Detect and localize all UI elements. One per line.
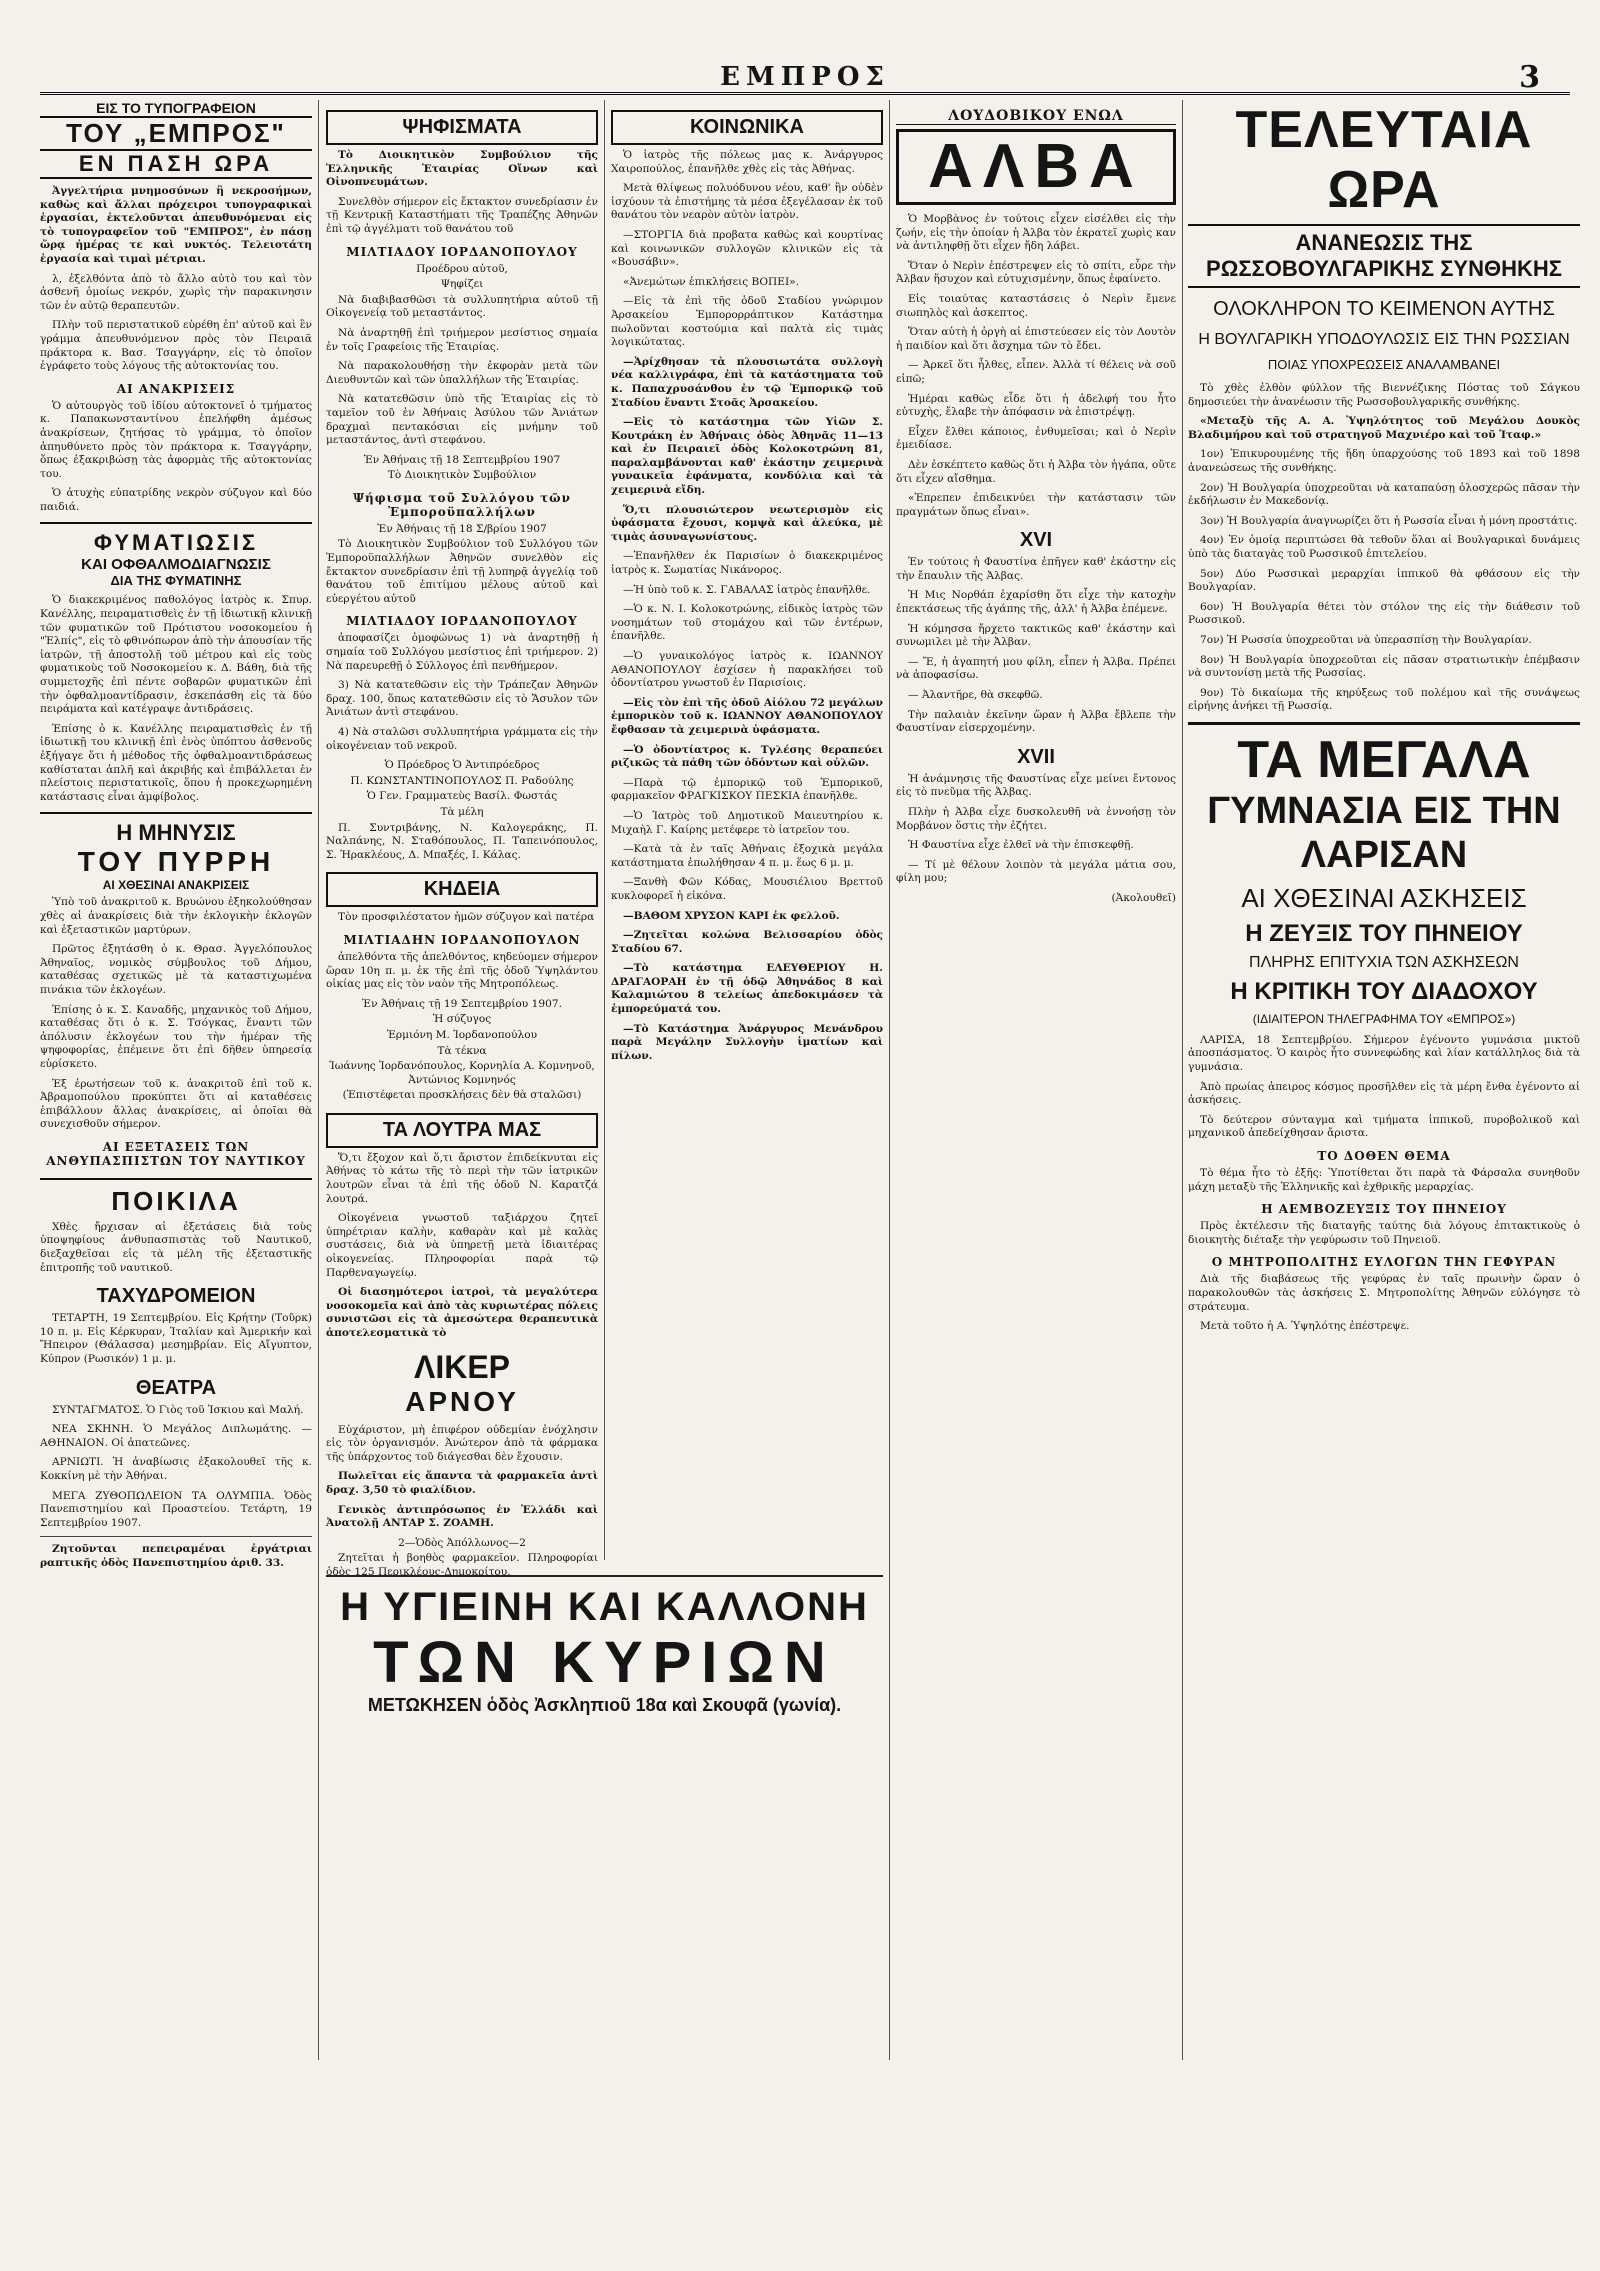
headline-line: ΑΙ ΧΘΕΣΙΝΑΙ ΑΝΑΚΡΙΣΕΙΣ	[102, 878, 250, 893]
resolutions-heading: ΨΗΦΙΣΜΑΤΑ	[326, 110, 598, 145]
news-item: —Ζητεῖται κολώνα Βελισσαρίου ὁδὸς Σταδίου 67.	[611, 929, 883, 955]
address: 2—Ὁδὸς Ἀπόλλωνος—2	[398, 1536, 526, 1549]
deceased-name: ΜΙΛΤΙΑΔΗΝ ΙΟΡΔΑΝΟΠΟΥΛΟΝ	[343, 932, 581, 947]
print-shop-ad-header	[40, 100, 312, 179]
article-paragraph: Ἀπὸ πρωίας ἀπειρος κόσμος προσῆλθεν εἰς τὰ μέρη ἔνθα ἐγένοντο αἱ ἀσκήσεις.	[1188, 1080, 1580, 1107]
news-item: —Ὁ ὀδοντίατρος κ. Τγλέσης θεραπεύει ριζικῶς τὰ πάθη τῶν ὀδόντων καὶ οὐλῶν.	[611, 743, 883, 770]
article-paragraph: Νὰ διαβιβασθῶσι τὰ συλλυπητήρια αὐτοῦ τῇ Οἰκογενείᾳ τοῦ μεταστάντος.	[326, 293, 598, 320]
pyrrhus-headline	[40, 812, 312, 892]
headline-line: ΠΛΗΡΗΣ ΕΠΙΤΥΧΙΑ ΤΩΝ ΑΣΚΗΣΕΩΝ	[1249, 953, 1519, 971]
news-item: —Ὁ γυναικολόγος ἰατρὸς κ. ΙΩΑΝΝΟΥ ΑΘΑΝΟΠΟΥΛΟΥ ἐσχίσεν ἡ παρακλήσει τοῦ ὀδοντίατρου γνωστοῦ ἐν Παρισίοις.	[611, 650, 883, 690]
theatre-listing: ΑΡΝΙΩΤΙ. Ἡ ἀναβίωσις ἐξακολουθεῖ τῆς κ. Κοκκίνη μὲ τὴν Ἀθήναι.	[40, 1456, 312, 1482]
news-item: —Ἡ ὑπὸ τοῦ κ. Σ. ΓΑΒΑΛΑΣ ἰατρὸς ἐπανῆλθε.	[623, 583, 871, 596]
news-item: —Εἰς τὸ κατάστημα τῶν Υἱῶν Σ. Κουτράκη ἐν Ἀθήναις ὁδὸς Ἀθηνᾶς 11—13 καὶ ἐν Πειραιεῖ ὁδὸς Κολοκοτρώνη 81, παραλαμβάνονται καθ' ἑκάστην χειμερινὰ γυναικεῖα ἐφάνματα, κονδύλια καὶ τὰ χειμερινὰ εἴδη.	[611, 416, 883, 497]
headline-line: ΑΙ ΧΘΕΣΙΝΑΙ ΑΣΚΗΣΕΙΣ	[1241, 882, 1527, 913]
column-rule	[318, 100, 319, 2060]
serial-paragraph: — Τί μὲ θέλουν λοιπὸν τὰ μεγάλα μάτια σου, φίλη μου;	[896, 858, 1176, 885]
headline-line: Η ΖΕΥΞΙΣ ΤΟΥ ΠΗΝΕΙΟΥ	[1245, 919, 1523, 947]
text-line: Προέδρου αὐτοῦ,	[416, 262, 508, 275]
print-shop-ad: Ἀγγελτήρια μνημοσύνων ἢ νεκροσήμων, καθὼς καὶ ἄλλαι πρόχειροι τυπογραφικαὶ ἐργασίαι, ἐκτελοῦνται ἀπευθυνόμεναι εἰς τὸ τυπογραφεῖον τοῦ "ΕΜΠΡΟΣ", ἐν πάσῃ ὥρᾳ ἡμέρας τε καὶ νυκτός. Τελειοτάτη ἐργασία καὶ τιμαὶ μέτριαι.	[40, 185, 312, 265]
classified-ad: Ζητοῦνται πεπειραμέναι ἐργάτριαι ραπτικῆς ὁδὸς Πανεπιστημίου ἀριθ. 33.	[40, 1543, 312, 1569]
signature: Τὸ Διοικητικὸν Συμβούλιον	[387, 469, 537, 482]
signature: Τὰ τέκνα	[437, 1044, 487, 1057]
miscellany-heading: ΠΟΙΚΙΛΑ	[40, 1178, 312, 1217]
headline-line: ΦΥΜΑΤΙΩΣΙΣ	[93, 530, 259, 556]
article-paragraph: ΤΕΤΑΡΤΗ, 19 Σεπτεμβρίου. Εἰς Κρήτην (Τοῦρκ) 10 π. μ. Εἰς Κέρκυραν, Ἰταλίαν καὶ Ἀμερικήν καὶ Ἤπειρον (Θάλασσα) μεσημβρίαν. Εἰς Αἴγυπτον, Κύπρον (Ρωσικόν) 1 μ. μ.	[40, 1312, 312, 1366]
article-paragraph: «Μεταξὺ τῆς Α. Α. Ὑψηλότητος τοῦ Μεγάλου Δουκὸς Βλαδιμήρου καὶ τοῦ στρατηγοῦ Μαχνιέρο καὶ τοῦ Ἰταφ.»	[1188, 415, 1580, 441]
newspaper-title: ΕΜΠΡΟΣ	[720, 62, 890, 92]
serial-paragraph: Εἰς τοιαύτας καταστάσεις ὁ Νερὶν ἔμενε σιωπηλὸς καὶ ἀσκεπτος.	[896, 292, 1176, 319]
serial-paragraph: Τὴν παλαιὰν ἐκεῖνην ὥραν ἡ Ἀλβα ἔβλεπε τὴν Φαυστίναν εἰσερχομένην.	[896, 708, 1176, 735]
theatre-listing: ΜΕΓΑ ΖΥΘΟΠΩΛΕΙΟΝ ΤΑ ΟΛΥΜΠΙΑ. Ὁδὸς Πανεπιστημίου καὶ Προαστείου. Τετάρτη, 19 Σεπτεμβρίου 1907.	[40, 1489, 312, 1529]
news-item: —Κατὰ τὰ ἐν ταῖς Ἀθήναις ἐξοχικὰ μεγάλα κατάστηματα ἐπωλήθησαν 4 π. μ. ἕως 6 μ. μ.	[611, 843, 883, 869]
serial-paragraph: Ὅταν αὐτὴ ἡ ὀργὴ αἰ ἐπιστεύεσεν εἰς τὸν Λουτὸν ἡ παιδίον καὶ ὅτι ἄσχημα τῶν τὸ ἔδει.	[896, 326, 1176, 352]
headline-line: ΚΑΙ ΟΦΘΑΛΜΟΔΙΑΓΝΩΣΙΣ	[81, 556, 271, 574]
headline-line: (ΙΔΙΑΙΤΕΡΟΝ ΤΗΛΕΓΡΑΦΗΜΑ ΤΟΥ «ΕΜΠΡΟΣ»)	[1252, 1011, 1516, 1026]
deceased-name: ΜΙΛΤΙΑΔΟΥ ΙΟΡΔΑΝΟΠΟΥΛΟΥ	[346, 244, 578, 259]
article-paragraph: 3ον) Ἡ Βουλγαρία ἀναγνωρίζει ὅτι ἡ Ρωσσία εἶναι ἡ μόνη προστάτις.	[1200, 514, 1578, 527]
divider	[40, 1536, 312, 1537]
dateline: Ἐν Ἀθήναις τῇ 18 Σ/βρίου 1907	[377, 522, 547, 535]
signature: Ἰωάννης Ἰορδανόπουλος, Κορνηλία Α. Κομνηνοῦ, Ἀντώνιος Κομνηνός	[329, 1060, 595, 1086]
article-paragraph: Γενικὸς ἀντιπρόσωπος ἐν Ἑλλάδι καὶ Ἀνατολῇ ΑΝΤΑΡ Σ. ΖΟΑΜΗ.	[326, 1503, 598, 1530]
headline-line: ΓΥΜΝΑΣΙΑ ΕΙΣ ΤΗΝ ΛΑΡΙΣΑΝ	[1207, 789, 1561, 876]
news-item: —ΣΤΟΡΓΙΑ διὰ προβατα καθὼς καὶ κουρτίνας καὶ κοινωνικῶν συλλογῶν κλινικῶν εἰς τὰ «Βουσάβιν».	[611, 228, 883, 269]
serial-paragraph: — Ἔ, ἡ ἀγαπητή μου φίλη, εἶπεν ἡ Ἀλβα. Πρέπει νὰ ἀποφασίσω.	[896, 655, 1176, 682]
article-paragraph: Ἐπίσης ὁ κ. Κανέλλης πειραματισθεὶς ἐν τῇ ἰδιωτικῇ του κλινικῇ ἐπὶ ἑνὸς ὑπόπτου ἀσθενοῦς ἐξήγαγε ὅτι ἡ μέθοδος τῆς ὀφθαλμοαντιδράσεως καθίσταται ἀπλῆ καὶ ἀκριβής καὶ ἐπιβάλλεται ἐν πλείστοις περιστατικοῖς, ὅπου ἡ προκεχωρημένη κατάστασις εἶναι ἀμφίβολος.	[40, 722, 312, 803]
news-item: —Τὸ κατάστημα ΕΛΕΥΘΕΡΙΟΥ Η. ΔΡΑΓΑΟΡΑΗ ἐν τῇ ὁδῷ Ἀθηνάδος 8 καὶ Καλαμιώτου 8 τελείως ἀπεδοκιμάσεν τὰ ἐμπορεύματά του.	[611, 962, 883, 1016]
headline-line: ΠΟΙΑΣ ΥΠΟΧΡΕΩΣΕΙΣ ΑΝΑΛΑΜΒΑΝΕΙ	[1267, 357, 1501, 372]
article-paragraph: 7ον) Ἡ Ρωσσία ὑποχρεοῦται νὰ ὑπερασπίσῃ τὴν Βουλγαρίαν.	[1200, 633, 1532, 646]
theatre-listing: ΝΕΑ ΣΚΗΝΗ. Ὁ Μεγάλος Διπλωμάτης. — ΑΘΗΝΑΙΟΝ. Οἱ ἀπατεῶνες.	[40, 1423, 312, 1449]
news-item: —Ξανθὴ Φῶν Κόδας, Μουσιέλιου Βρεττοῦ κυκλοφορεῖ ἡ εἰκόνα.	[611, 876, 883, 902]
subheading: ΑΙ ΑΝΑΚΡΙΣΕΙΣ	[116, 381, 236, 396]
subheading: ΑΙ ΕΞΕΤΑΣΕΙΣ ΤΩΝ ΑΝΘΥΠΑΣΠΙΣΤΩΝ ΤΟΥ ΝΑΥΤΙΚΟΥ	[46, 1139, 306, 1168]
signature: Τὰ μέλη	[440, 805, 484, 818]
article-paragraph: Τὸ Διοικητικὸν Συμβούλιον τῆς Ἑλληνικῆς Ἑταιρίας Οἴνων καὶ Οἰνοπνευμάτων.	[326, 149, 598, 189]
serial-paragraph: Πλὴν ἡ Ἀλβα εἶχε δυσκολευθῆ νὰ ἐννοήσῃ τὸν Μορβάνον ὅστις τὴν ἐζήτει.	[896, 806, 1176, 832]
serial-paragraph: Ὁ Μορβὰνος ἐν τούτοις εἶχεν εἰσέλθει εἰς τὴν ζωήν, εἰς τὴν ὁποίαν ἡ Ἀλβα τὸν ἐκρατεῖ χωρὶς καν νὰ ἀντιληφθῇ ὅτι εἶχεν ἤδη λάβει.	[896, 213, 1176, 253]
column-3	[611, 100, 883, 1555]
serial-paragraph: — Ἀλαντῆρε, θὰ σκεφθῶ.	[908, 689, 1043, 702]
article-paragraph: Πωλεῖται εἰς ἅπαντα τὰ φαρμακεῖα ἀντὶ δραχ. 3,50 τὸ φιαλίδιον.	[326, 1470, 598, 1496]
article-paragraph: Ὁ διακεκριμένος παθολόγος ἰατρὸς κ. Σπυρ. Κανέλλης, πειραματισθεὶς ἐν τῇ ἰδιωτικῇ κλινικῇ τῶν φυματικῶν τοῦ Πρότιστου νοσοκομείου ἡ "Ἐλπίς", εἰς τὸ φθινόπωρον ἀπὸ τὴν ἀπουσίαν τῆς ἰατρῶν, τῇ ἀποστολῇ τοῦ μέτρου καὶ εἰς τοὺς φυματικοὺς τοῦ Νοσοκομείου κ. Δ. Βάθη, διὰ τῆς συμμετοχῆς ἐπὶ πέντε σοβαρῶν φυματικῶν ἐπὶ τὴν ὀφθαλμοαντίδρασιν, ἐσκεπάσθη εἰς τὰ δύο πειράματα καὶ κατέγραψε ἀντιδράσεις.	[40, 594, 312, 716]
article-paragraph: Τὸ θέμα ἦτο τὸ ἑξῆς: Ὑποτίθεται ὅτι παρὰ τὰ Φάρσαλα συνηθοῦν μάχη μεταξὺ τῆς Ἑλληνικῆς καὶ ἐχθρικῆς μεραρχίας.	[1188, 1167, 1580, 1193]
news-item: Ὅ,τι πλουσιώτερον νεωτερισμὸν εἰς ὑφάσματα ἔχουσι, κομψὰ καὶ ἀλεύκα, μὲ τιμὰς ἀσυναγωνίστους.	[611, 503, 883, 543]
news-item: —Τὸ Κατάστημα Ἀνάργυρος Μενάνδρου παρὰ Μεγάλην Συλλογὴν ἱματίων καὶ πίλων.	[611, 1022, 883, 1062]
article-paragraph: Πρῶτος ἐξητάσθη ὁ κ. Θρασ. Ἀγγελόπουλος Ἀθηναῖος, νομικὸς σύμβουλος τοῦ Δήμου, καταθέσας σχετικῶς μὲ τὰ καταστιχωμένα πινάκια τῶν ἐκλογέων.	[40, 943, 312, 996]
article-paragraph: λ, ἐξελθόντα ἀπὸ τὸ ἄλλο αὐτὸ του καὶ τὸν ἀσθενῆ ὁμοίως νεκρόν, χωρὶς τὴν παρακινησιν τῶν ἐν αὐτῷ θεραπευτῶν.	[40, 272, 312, 312]
news-item: Μετὰ θλίψεως πολυόδυνου νέου, καθ' ἣν οὐδὲν ἰσχύουν τὰ ἐπιστήμης τὰ μέσα ἐξεγέλασαν ἐκ τοῦ θανάτου τὸν νεαρὸν αὐτὸν ἰατρὸν.	[611, 182, 883, 222]
article-paragraph: Τὸ δεύτερον σύνταγμα καὶ τμήματα ἱππικοῦ, πυροβολικοῦ καὶ μηχανικοῦ ἀπεδείχθησαν ἄριστα.	[1188, 1113, 1580, 1140]
ad-head-line: ΕΝ ΠΑΣΗ ΩΡΑ	[40, 149, 312, 179]
serial-paragraph: Ἡ κόμησσα ἤρχετο τακτικῶς καθ' ἑκάστην καὶ συνωμιλει μὲ τὴν Ἀλβαν.	[896, 622, 1176, 649]
headline-line: ΟΛΟΚΛΗΡΟΝ ΤΟ ΚΕΙΜΕΝΟΝ ΑΥΤΗΣ	[1213, 298, 1555, 320]
article-paragraph: 8ον) Ἡ Βουλγαρία ὑποχρεοῦται εἰς πᾶσαν στρατιωτικὴν ἐπέμβασιν νὰ συντονίσῃ μετὰ τῆς Ρωσσίας.	[1188, 653, 1580, 680]
serial-paragraph: Εἶχεν ἔλθει κάποιος, ἐνθυμεῖσαι; καὶ ὁ Νερὶν ἐμειδίασε.	[896, 425, 1176, 452]
article-paragraph: 4) Νὰ σταλῶσι συλλυπητήρια γράμματα εἰς τὴν οἰκογένειαν τοῦ νεκροῦ.	[326, 726, 598, 752]
tuberculosis-headline	[40, 522, 312, 588]
article-paragraph: Συνελθὸν σήμερον εἰς ἔκτακτον συνεδρίασιν ἐν τῇ Κεντρικῇ Καταστήματι τῆς Τραπέζης Ἀθηνῶν ἐπὶ τῷ ἀγγέλματι τοῦ θανάτου τοῦ	[326, 195, 598, 235]
column-1	[40, 100, 312, 2060]
article-paragraph: ἀποφασίζει ὁμοφώνως 1) νὰ ἀναρτηθῇ ἡ σημαία τοῦ Συλλόγου μεσίστιος ἐπὶ τριήμερον. 2) Νὰ παρευρεθῇ ὁ Σύλλογος ἐπὶ πενθήμερον.	[326, 632, 598, 672]
article-paragraph: 9ον) Τὸ δικαίωμα τῆς κηρύξεως τοῦ πολέμου καὶ τῆς συνάψεως εἰρήνης ἀνήκει τῇ Ρωσσίᾳ.	[1188, 686, 1580, 713]
article-paragraph: 1ον) Ἐπικυρουμένης τῆς ἤδη ὑπαρχούσης τοῦ 1893 καὶ τοῦ 1898 ἀνανεώσεως τῆς συνθήκης.	[1188, 448, 1580, 474]
ad-line: Η ΥΓΙΕΙΝΗ ΚΑΙ ΚΑΛΛΟΝΗ	[340, 1585, 869, 1629]
page-number: 3	[1519, 60, 1540, 95]
news-item: Ὁ ἰατρὸς τῆς πόλεως μας κ. Ἀνάργυρος Χαιροπούλος, ἐπανῆλθε χθὲς εἰς τὰς Ἀθήνας.	[611, 149, 883, 175]
article-paragraph: Π. Συντριβάνης, Ν. Καλογεράκης, Π. Ναλπάνης, Ν. Σταθόπουλος, Π. Ταπεινόπουλος, Σ. Ἠρακλέους, Δ. Μπαξές, Ι. Κάλας.	[326, 821, 598, 861]
article-paragraph: 3) Νὰ κατατεθῶσιν εἰς τὴν Τράπεζαν Ἀθηνῶν δραχ. 100, ὅπως κατατεθῶσιν εἰς τὸ Ἄσυλον τῶν Ἀνιάτων ἀντὶ στεφάνου.	[326, 679, 598, 719]
subheading: ΤΟ ΔΟΘΕΝ ΘΕΜΑ	[1317, 1149, 1451, 1164]
chapter-number: XVII	[1017, 745, 1055, 768]
post-office-heading: ΤΑΧΥΔΡΟΜΕΙΟΝ	[96, 1285, 256, 1308]
signature: Ὁ Γεν. Γραμματεὺς Βασίλ. Φωστάς	[366, 790, 558, 803]
news-item: —Παρὰ τῷ ἐμπορικῷ τοῦ Ἐμπορικοῦ, φαρμακεῖον ΦΡΑΓΚΙΣΚΟΥ ΠΕΣΚΙΑ ἐπανῆλθε.	[611, 776, 883, 803]
baths-heading: ΤΑ ΛΟΥΤΡΑ ΜΑΣ	[326, 1113, 598, 1148]
article-paragraph: Τὸν προσφιλέστατον ἡμῶν σύζυγον καὶ πατέρα	[338, 911, 595, 924]
news-item: —Ὁ Ἰατρὸς τοῦ Δημοτικοῦ Μαιευτηρίου κ. Μιχαὴλ Γ. Καίρης μετέφερε τὸ ἰατρεῖον του.	[611, 809, 883, 836]
article-paragraph: Νὰ κατατεθῶσιν ὑπὸ τῆς Ἑταιρίας εἰς τὸ ταμεῖον τοῦ ἐν Ἀθήναις Ἀσύλου τῶν Ἀνιάτων δραχμαὶ πεντακόσιαι εἰς μνήμην τοῦ μεταστάντος, ἀντὶ στεφάνου.	[326, 393, 598, 447]
signature: Ἡ σύζυγος	[432, 1013, 492, 1026]
news-item: —Εἰς τὰ ἐπὶ τῆς ὁδοῦ Σταδίου γνώριμον Ἀρσακείου Ἐμπορορράπτικον Κατάστημα πωλοῦνται κοστούμια καὶ παλτὰ εἰς τιμὰς λογικώτατας.	[611, 295, 883, 349]
article-paragraph: Χθὲς ἤρχισαν αἱ ἐξετάσεις διὰ τοὺς ὑποψηφίους ἀνθυπασπιστὰς τοῦ Ναυτικοῦ, διεξαχθεῖσαι εἰς τὰ μέλη τῆς ἐξεταστικῆς ἐπιτροπῆς τοῦ ναυτικοῦ.	[40, 1220, 312, 1274]
news-item: —Ἀρίχθησαν τὰ πλουσιωτάτα συλλογὴ νέα καλλιγράφα, ἐπὶ τὰ κατάστηματα τοῦ κ. Παπαχρυσάνθου ἐν τῷ Ἐμπορικῷ τοῦ Σταδίου ἔναντι Στοᾶς Ἀρσακείου.	[611, 355, 883, 409]
liqueur-ad-text: Οἱ διασημότεροι ἰατροὶ, τὰ μεγαλύτερα νοσοκομεῖα καὶ ἀπὸ τὰς κυριωτέρας πόλεις συνιστῶσι εἰς τὰ ἀμεσώτερα θεραπευτικὰ ἀποτελεσματικὰ τὸ	[326, 1286, 598, 1339]
article-paragraph: ἀπελθόντα τῆς ἀπελθόντος, κηδεύομεν σήμερον ὥραν 10η π. μ. ἐκ τῆς ἐπὶ τῆς ὁδοῦ Ὑψηλάντου οἰκίας μας εἰς τὸν ναὸν τῆς Μητροπόλεως.	[326, 950, 598, 991]
article-paragraph: Ὁ ἀτυχὴς εὐπατρίδης νεκρὸν σύζυγον καὶ δύο παιδιά.	[40, 487, 312, 513]
headline-line: Η ΜΗΝΥΣΙΣ	[116, 820, 236, 846]
subheading: Ψήφισμα τοῦ Συλλόγου τῶν Ἐμποροϋπαλλήλων	[353, 490, 571, 519]
serial-paragraph: «Ἐπρεπεν ἐπιδεικνύει τὴν κατάστασιν τῶν πραγμάτων ὅπως εἶναι».	[896, 492, 1176, 518]
news-item: —Εἰς τὸν ἐπὶ τῆς ὁδοῦ Αἰόλου 72 μεγάλων ἐμπορικὸν τοῦ κ. ΙΩΑΝΝΟΥ ΑΘΑΝΟΠΟΥΛΟΥ ἔφθασαν τὰ χειμερινὰ ὑφάσματα.	[611, 696, 883, 736]
article-paragraph: Νὰ ἀναρτηθῇ ἐπὶ τριήμερον μεσίστιος σημαία ἐν τοῖς Γραφείοις τῆς Ἑταιρίας.	[326, 326, 598, 353]
serial-paragraph: — Ἀρκεῖ ὅτι ἦλθες, εἶπεν. Ἀλλὰ τί θέλεις νὰ σοῦ εἰπῶ;	[896, 359, 1176, 385]
subheading: Η ΑΕΜΒΟΖΕΥΞΙΣ ΤΟΥ ΠΗΝΕΙΟΥ	[1261, 1202, 1507, 1217]
article-paragraph: Τὸ Διοικητικὸν Συμβούλιον τοῦ Συλλόγου τῶν Ἐμποροϋπαλλήλων Ἀθηνῶν συνελθὸν εἰς ἔκτακτον συνεδρίασιν ἐπὶ τῇ λυπηρᾷ ἀγγελίᾳ τοῦ θανάτου τοῦ ἐπιτίμου μέλους αὐτοῦ καὶ εὐεργέτου αὐτοῦ	[326, 538, 598, 605]
article-paragraph: Πρὸς ἐκτέλεσιν τῆς διαταγῆς ταύτης διὰ λόγους ἐπιτακτικοὺς ὁ διοικητὴς διέταξε τὴν γεφύρωσιν τοῦ Πηνειοῦ.	[1188, 1220, 1580, 1246]
column-5	[1188, 100, 1580, 2060]
serial-paragraph: Δὲν ἐσκέπτετο καθὼς ὅτι ἡ Ἀλβα τὸν ἠγάπα, οὔτε ὅτι εἶχεν αἴσθημα.	[896, 458, 1176, 485]
classified-ad: Ζητεῖται ἡ βοηθὸς φαρμακεῖον. Πληροφορίαι ὁδὸς 125 Περικλέους-Δημοκρίτου.	[326, 1552, 598, 1578]
article-paragraph: ΛΑΡΙΣΑ, 18 Σεπτεμβρίου. Σήμερον ἐγένοντο γυμνάσια μικτοῦ ἀποσπάσματος. Ὁ καιρὸς ἦτο συννεφώδης καὶ λίαν κατάλληλος διὰ τὰ γυμνάσια.	[1188, 1033, 1580, 1074]
signature: Ἑρμιόνη Μ. Ἰορδανοπούλου	[386, 1028, 538, 1041]
serial-paragraph: Ὅταν ὁ Νερὶν ἐπέστρεψεν εἰς τὸ σπίτι, εὗρε τὴν Ἀλβαν ἥσυχον καὶ εὐτυχισμένην, ὅπως ἐφαίνετο.	[896, 259, 1176, 286]
article-paragraph: Ἐπίσης ὁ κ. Σ. Καναδῆς, μηχανικὸς τοῦ Δήμου, καταθέσας ὅτι ὁ κ. Σ. Τσόγκας, ἔναντι τῶν ἀπόλυσιν ἐκλογέων του τὴν ἡμέραν τῆς ψηφοφορίας, ἐπέμεινε ὅτι ἐπὶ δῆθεν ὑπηρεσίᾳ εὑρίσκετο.	[40, 1003, 312, 1070]
column-4	[896, 100, 1176, 2060]
headline-line: Η ΚΡΙΤΙΚΗ ΤΟΥ ΔΙΑΔΟΧΟΥ	[1230, 977, 1538, 1005]
article-paragraph: Ὅ,τι ἔξοχον καὶ ὅ,τι ἄριστον ἐπιδείκνυται εἰς Ἀθήνας τὸ κάτω τῆς τὸ περὶ τὴν τῶν ἰατρικῶν λουτρῶν εἶναι τὰ ἐπὶ τῆς ὁδοῦ Ν. Καρατζά λουτρά.	[326, 1151, 598, 1205]
dateline: Ἐν Ἀθήναις τῇ 19 Σεπτεμβρίου 1907.	[362, 997, 562, 1010]
ad-line: ΤΩΝ ΚΥΡΙΩΝ	[373, 1630, 836, 1695]
serial-paragraph: Ἡμέραι καθὼς εἶδε ὅτι ἡ ἀδελφή του ἦτο εὐτυχὴς, ἔλαβε τὴν ἀπόφασιν νὰ ἐπιστρέψῃ.	[896, 392, 1176, 419]
signature: Ὁ Πρόεδρος Ὁ Ἀντιπρόεδρος	[384, 759, 540, 772]
liqueur-ad-brand: ΑΡΝΟΥ	[405, 1385, 519, 1417]
article-paragraph: Ἐξ ἐρωτήσεων τοῦ κ. ἀνακριτοῦ ἐπὶ τοῦ κ. Ἀβραμοπούλου προκύπτει ὅτι αἱ καταθέσεις ἐπιβάλλουν ἄλλας ἀνακρίσεις, αἱ ὁποῖαι θὰ συνεχισθοῦν σήμερον.	[40, 1077, 312, 1131]
text-line: Ψηφίζει	[440, 278, 484, 291]
larissa-headline: ΤΑ ΜΕΓΑΛΑ	[1188, 722, 1580, 789]
liqueur-ad-title: ΛΙΚΕΡ	[413, 1348, 511, 1385]
social-news-heading: ΚΟΙΝΩΝΙΚΑ	[611, 110, 883, 145]
deceased-name: ΜΙΛΤΙΑΔΟΥ ΙΟΡΔΑΝΟΠΟΥΛΟΥ	[346, 614, 578, 629]
funeral-heading: ΚΗΔΕΙΑ	[326, 872, 598, 907]
article-paragraph: 4ον) Ἐν ὁμοίᾳ περιπτώσει θὰ τεθοῦν ὅλαι αἱ Βουλγαρικαὶ δυνάμεις ὑπὸ τὰς διαταγὰς τοῦ Ρωσσικοῦ ἐπιτελείου.	[1188, 534, 1580, 560]
article-paragraph: 2ον) Ἡ Βουλγαρία ὑποχρεοῦται νὰ καταπαύσῃ ὁλοσχερῶς πᾶσαν τὴν ἐκδήλωσιν ἐν Μακεδονίᾳ.	[1188, 481, 1580, 508]
headline-line: ΑΝΑΝΕΩΣΙΣ ΤΗΣ ΡΩΣΣΟΒΟΥΛΓΑΡΙΚΗΣ ΣΥΝΘΗΚΗΣ	[1188, 224, 1580, 288]
headline-line: Η ΒΟΥΛΓΑΡΙΚΗ ΥΠΟΔΟΥΛΩΣΙΣ ΕΙΣ ΤΗΝ ΡΩΣΣΙΑΝ	[1198, 331, 1570, 348]
theatre-listing: ΣΥΝΤΑΓΜΑΤΟΣ. Ὁ Γιὸς τοῦ Ἰσκιου καὶ Μαλή.	[52, 1403, 304, 1416]
theatres-heading: ΘΕΑΤΡΑ	[135, 1376, 217, 1399]
ad-head-line: ΕΙΣ ΤΟ ΤΥΠΟΓΡΑΦΕΙΟΝ	[40, 100, 312, 118]
news-item: —ΒΑΘΟΜ ΧΡΥΣΟΝ ΚΑΡΙ ἐκ φελλοῦ.	[623, 909, 840, 922]
article-paragraph: Τὸ χθὲς ἐλθὸν φύλλον τῆς Βιεννέζικης Πόστας τοῦ Σάγκου δημοσιεύει τὴν ἀνανέωσιν τῆς Ρωσσοβουλγαρικῆς συνθήκης.	[1188, 382, 1580, 408]
article-paragraph: Πλὴν τοῦ περιστατικοῦ εὑρέθη ἐπ' αὐτοῦ καὶ ἓν γράμμα ἀπευθυνόμενον πρὸς τὸν Πειραιᾶ πράκτορα κ. Βασ. Τσαγγάρην, εἰς τὸ ὁποῖον ἐγράφετο τοὺς λόγους τῆς αὐτοκτονίας του.	[40, 319, 312, 373]
classified-ad: Οἰκογένεια γνωστοῦ ταξιάρχου ζητεῖ ὑπηρέτριαν καλὴν, καθαρὰν καὶ μὲ καλὰς συστάσεις, διὰ νὰ ὑπηρετῇ μετὰ ἰδιαιτέρας οἰκογενείας. Πληροφορίαι παρὰ τῷ Παρθεναγωγείῳ.	[326, 1212, 598, 1279]
masthead	[40, 62, 1570, 95]
article-paragraph: 6ον) Ἡ Βουλγαρία θέτει τὸν στόλον της εἰς τὴν διάθεσιν τοῦ Ρωσσικοῦ.	[1188, 600, 1580, 627]
serial-paragraph: Ἡ ἀνάμνησις τῆς Φαυστίνας εἶχε μείνει ἔντονος εἰς τὸ πνεῦμα τῆς Ἀλβας.	[896, 772, 1176, 799]
news-item: «Ἀνεμώτων ἐπικλήσεις ΒΟΠΕΙ».	[623, 275, 800, 288]
serial-title: ΑΛΒΑ	[896, 129, 1176, 205]
article-paragraph: Εὐχάριστον, μὴ ἐπιφέρον οὐδεμίαν ἐνόχλησιν εἰς τὸν ὀργανισμόν. Ἀνώτερον ἀπὸ τὰ φάρμακα τῆς ὑπάρχοντος τοῦ διάγεσθαι δὲν ἔχουσιν.	[326, 1423, 598, 1463]
serial-paragraph: Ἡ Φαυστίνα εἶχε ἐλθεῖ νὰ τὴν ἐπισκεφθῇ.	[908, 839, 1134, 852]
note: (Ἐπιστέφεται προσκλήσεις δὲν θὰ σταλῶσι)	[342, 1089, 582, 1102]
continued-note: (Ἀκολουθεῖ)	[1111, 891, 1176, 904]
serial-paragraph: Ἡ Μις Νορθάπ ἐχαρίσθη ὅτι εἶχε τὴν κατοχὴν ἐπεκτάσεως τῆς ἀγάπης τῆς, ἀλλ' ἡ Ἀλβα ἐπέμενε.	[896, 589, 1176, 616]
ad-line: ΜΕΤΩΚΗΣΕΝ ὁδὸς Ἀσκληπιοῦ 18α καὶ Σκουφᾶ (γωνία).	[367, 1695, 842, 1715]
news-item: —Ἐπανῆλθεν ἐκ Παρισίων ὁ διακεκριμένος ἰατρὸς κ. Σωματίας Νικάνορος.	[611, 550, 883, 577]
article-paragraph: Ὑπὸ τοῦ ἀνακριτοῦ κ. Βρυώνου ἐξηκολούθησαν χθὲς αἱ ἀνακρίσεις διὰ τὴν ἐκλογικὴν ἐκλογῶν καὶ ἐξεταστικῶν μαρτύρων.	[40, 896, 312, 936]
article-paragraph: Διὰ τῆς διαβάσεως τῆς γεφύρας ἐν ταῖς πρωινὴν ὥραν ὁ παρακολουθῶν τὰς ἀσκήσεις Σ. Μητροπολίτης Ἀθηνῶν εὐλόγησε τὸ στράτευμα.	[1188, 1273, 1580, 1313]
beauty-salon-ad	[326, 1575, 883, 1777]
column-2	[326, 100, 598, 1578]
ad-head-line: ΤΟΥ „ΕΜΠΡΟΣ"	[66, 118, 286, 148]
article-paragraph: Νὰ παρακολουθήσῃ τὴν ἐκφορὰν μετὰ τῶν Διευθυντῶν καὶ τῶν ὑπαλλήλων τῆς Ἑταιρίας.	[326, 360, 598, 386]
column-rule	[889, 100, 890, 2060]
chapter-number: XVI	[1019, 529, 1053, 552]
column-rule	[604, 100, 605, 1560]
headline-line: ΔΙΑ ΤΗΣ ΦΥΜΑΤΙΝΗΣ	[110, 573, 242, 589]
last-hour-headline: ΤΕΛΕΥΤΑΙΑ ΩΡΑ	[1235, 101, 1533, 219]
column-rule	[1182, 100, 1183, 2060]
article-paragraph: 5ον) Δύο Ρωσσικαὶ μεραρχίαι ἱππικοῦ θὰ φθάσουν εἰς τὴν Βουλγαρίαν.	[1188, 567, 1580, 594]
article-paragraph: Μετὰ τοῦτο ἡ Α. Ὑψηλότης ἐπέστρεψε.	[1200, 1320, 1410, 1333]
subheading: Ο ΜΗΤΡΟΠΟΛΙΤΗΣ ΕΥΛΟΓΩΝ ΤΗΝ ΓΕΦΥΡΑΝ	[1211, 1255, 1557, 1270]
article-paragraph: Ὁ αὐτουργὸς τοῦ ἰδίου αὐτοκτονεῖ ὁ τμήματος κ. Παπακωνσταντίνου ἐπελήφθη ἀμέσως ἀνακρίσεων, ζητήσας τὸ γράμμα, τὸ ὁποῖον ἀπηυθύνετο πρὸς τὸν πράκτορα κ. Τσαγγάρην, ὅπως ἐξακριβώσῃ τὰς ἀφορμὰς τῆς αὐτοκτονίας του.	[40, 399, 312, 480]
serial-author: ΛΟΥΔΟΒΙΚΟΥ ΕΝΩΛ	[896, 108, 1176, 125]
dateline: Ἐν Ἀθήναις τῇ 18 Σεπτεμβρίου 1907	[363, 453, 561, 466]
serial-paragraph: Ἐν τούτοις ἡ Φαυστίνα ἐπῆγεν καθ' ἑκάστην εἰς τὴν ἔπαυλιν τῆς Ἀλβας.	[896, 556, 1176, 582]
news-item: —Ὁ κ. Ν. Ι. Κολοκοτρώνης, εἰδικὸς ἰατρὸς τῶν νοσημάτων τοῦ στομάχου καὶ τῶν ἐντέρων, ἐπανῆλθε.	[611, 603, 883, 643]
signature: Π. ΚΩΝΣΤΑΝΤΙΝΟΠΟΥΛΟΣ Π. Ραδούλης	[350, 774, 574, 787]
headline-line: ΤΟΥ ΠΥΡΡΗ	[77, 846, 275, 878]
